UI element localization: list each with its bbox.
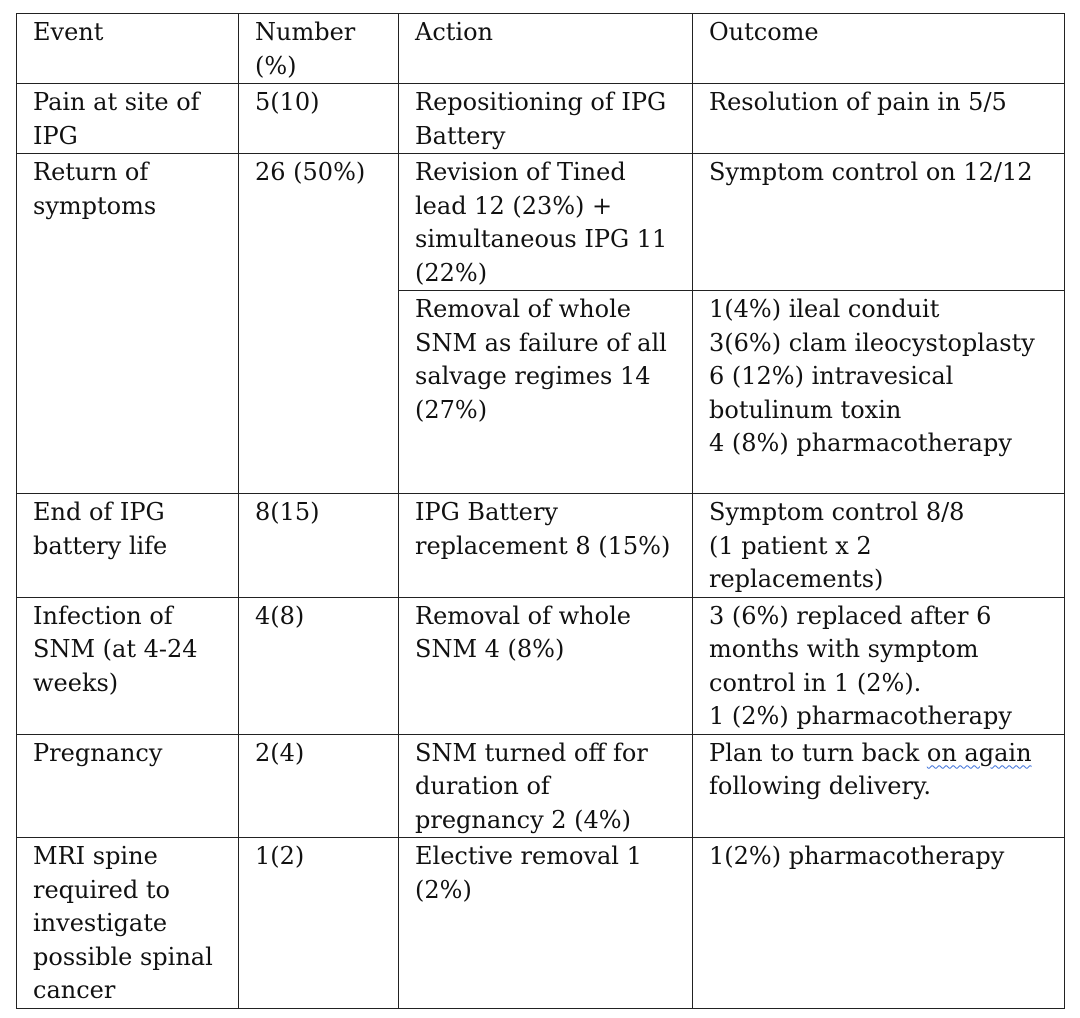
outcome-cell — [693, 838, 1065, 1009]
table-row — [17, 597, 1065, 734]
cell-text-line: SNM turned off for — [415, 738, 648, 767]
event-cell — [17, 154, 239, 494]
cell-text-line: (%) — [255, 51, 297, 80]
cell-text-line: Return of — [33, 158, 149, 186]
header-row — [17, 14, 1065, 84]
cell-text-line: SNM (at 4-24 — [33, 635, 198, 663]
action-cell — [399, 597, 693, 734]
cell-text-line: control in 1 (2%). — [709, 668, 922, 697]
cell-text-line: 1(2%) pharmacotherapy — [709, 842, 1005, 870]
cell-text-line: replacement 8 (15%) — [415, 531, 671, 560]
number-cell — [239, 838, 399, 1009]
cell-text-line: Pregnancy — [33, 738, 163, 767]
cell-text-line: simultaneous IPG 11 — [415, 225, 668, 253]
action-cell — [399, 291, 693, 494]
outcome-cell — [693, 494, 1065, 598]
cell-text-line: Number — [255, 18, 356, 46]
cell-text-line: IPG — [33, 121, 78, 150]
cell-text-line: Pain at site of — [33, 88, 200, 116]
cell-text-line: 8(15) — [255, 498, 320, 526]
cell-text-line: 3(6%) clam ileocystoplasty — [709, 328, 1035, 357]
cell-text-line: IPG Battery — [415, 498, 558, 526]
number-cell — [239, 734, 399, 838]
cell-text-line: months with symptom — [709, 635, 979, 663]
cell-text-line: 4(8) — [255, 601, 305, 630]
action-cell — [399, 838, 693, 1009]
cell-text-line: salvage regimes 14 — [415, 362, 651, 390]
cell-text-line: duration of — [415, 772, 550, 800]
cell-text-line: cancer — [33, 976, 116, 1004]
cell-text-line: 5(10) — [255, 88, 320, 116]
cell-text-line: weeks) — [33, 668, 119, 697]
cell-text-line: Resolution of pain in 5/5 — [709, 88, 1007, 116]
cell-text-line: (2%) — [415, 875, 472, 904]
cell-text-line: SNM 4 (8%) — [415, 635, 565, 663]
outcome-cell — [693, 734, 1065, 838]
cell-text-line: Battery — [415, 121, 506, 150]
cell-text-line: End of IPG — [33, 498, 165, 526]
table-row — [17, 838, 1065, 1009]
event-cell — [17, 838, 239, 1009]
cell-text-line: Symptom control 8/8 — [709, 498, 965, 526]
header-action — [399, 14, 693, 84]
cell-text-line: Elective removal 1 — [415, 842, 642, 870]
event-cell — [17, 597, 239, 734]
outcome-cell — [693, 597, 1065, 734]
number-cell — [239, 84, 399, 154]
action-cell — [399, 494, 693, 598]
cell-text-line: battery life — [33, 531, 168, 560]
cell-text-line: Removal of whole — [415, 295, 631, 323]
cell-text-line: Removal of whole — [415, 601, 631, 630]
cell-text-line: 6 (12%) intravesical — [709, 362, 954, 390]
cell-text-line: 1 (2%) pharmacotherapy — [709, 702, 1012, 730]
cell-text-line: following delivery. — [709, 772, 931, 800]
header-number — [239, 14, 399, 84]
cell-text-line: replacements) — [709, 565, 884, 593]
cell-text-line: (22%) — [415, 258, 488, 287]
cell-text-line: Infection of — [33, 601, 173, 630]
header-event — [17, 14, 239, 84]
cell-text-line: investigate — [33, 909, 168, 937]
cell-text-line: lead 12 (23%) + — [415, 191, 613, 220]
cell-text-line: Outcome — [709, 18, 819, 46]
complications-table — [16, 13, 1065, 1009]
cell-text-line: MRI spine — [33, 842, 158, 870]
cell-text-line: pregnancy 2 (4%) — [415, 805, 631, 834]
cell-text-line: SNM as failure of all — [415, 328, 667, 357]
table-row — [17, 154, 1065, 291]
table-row — [17, 84, 1065, 154]
table-row — [17, 494, 1065, 598]
cell-text-line: 4 (8%) pharmacotherapy — [709, 429, 1012, 457]
action-cell — [399, 154, 693, 291]
event-cell — [17, 734, 239, 838]
number-cell — [239, 154, 399, 494]
cell-text-line: (1 patient x 2 — [709, 531, 872, 560]
cell-text-line: symptoms — [33, 191, 157, 220]
cell-text-line: required to — [33, 875, 170, 904]
spellcheck-underlined-text: on again — [926, 738, 1032, 767]
header-outcome — [693, 14, 1065, 84]
event-cell — [17, 494, 239, 598]
action-cell — [399, 84, 693, 154]
cell-text-line: botulinum toxin — [709, 395, 902, 424]
cell-text-line: 1(2) — [255, 842, 305, 870]
cell-text-line: 1(4%) ileal conduit — [709, 295, 940, 323]
number-cell — [239, 494, 399, 598]
table-row — [17, 734, 1065, 838]
cell-text-line: Action — [415, 18, 493, 46]
cell-text-line: (27%) — [415, 395, 488, 424]
outcome-text: Plan to turn back — [709, 738, 927, 767]
cell-text-line: Symptom control on 12/12 — [709, 158, 1033, 186]
cell-text-line: Revision of Tined — [415, 158, 626, 186]
cell-text-line: Repositioning of IPG — [415, 88, 667, 116]
cell-text-line: 26 (50%) — [255, 158, 366, 186]
outcome-cell — [693, 291, 1065, 494]
outcome-cell — [693, 154, 1065, 291]
cell-text-line: possible spinal — [33, 942, 213, 971]
event-cell — [17, 84, 239, 154]
outcome-cell — [693, 84, 1065, 154]
cell-text-line: 2(4) — [255, 738, 305, 767]
action-cell — [399, 734, 693, 838]
cell-text-line: 3 (6%) replaced after 6 — [709, 601, 992, 630]
number-cell — [239, 597, 399, 734]
cell-text-line: Event — [33, 18, 104, 46]
